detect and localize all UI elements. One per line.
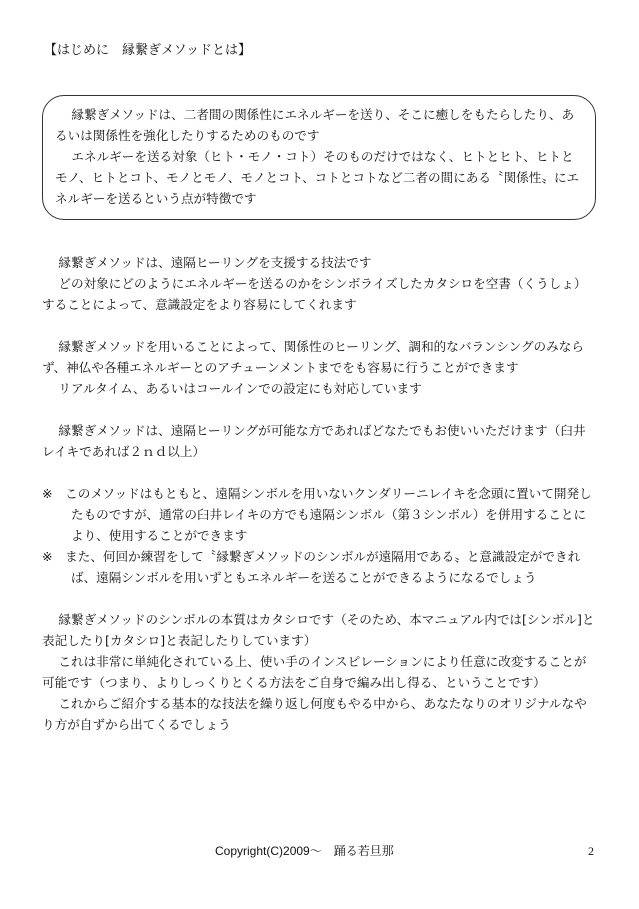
paragraph: これからご紹介する基本的な技法を繰り返し何度もやる中から、あなたなりのオリジナルなやり方が自ずから出てくるでしょう — [42, 696, 587, 732]
section-relationship-healing — [42, 336, 598, 399]
page-number: 2 — [588, 844, 594, 858]
section-requirements — [42, 420, 598, 462]
section-notes — [42, 483, 598, 588]
intro-box — [42, 95, 596, 220]
copyright-text: Copyright(C)2009～ 踊る若旦那 — [215, 844, 394, 858]
section-remote-healing — [42, 252, 598, 315]
paragraph: 縁繋ぎメソッドを用いることによって、関係性のヒーリング、調和的なバランシングのみならず、神仏や各種エネルギーとのアチューンメントまでをも容易に行うことができます — [42, 339, 584, 375]
body-text — [42, 252, 598, 756]
note-item: ※ また、何回か練習をして〝縁繋ぎメソッドのシンボルが遠隔用である〟と意識設定ができれば、遠隔シンボルを用いずともエネルギーを送ることができるようになるでしょう — [42, 549, 581, 585]
paragraph: これは非常に単純化されている上、使い手のインスピレーションにより任意に改変することが可能です（つまり、よりしっくりとくる方法をご自身で編み出し得る、ということです） — [42, 654, 587, 690]
paragraph: 縁繋ぎメソッドは、遠隔ヒーリングを支援する技法です — [58, 255, 372, 270]
paragraph: 縁繋ぎメソッドは、遠隔ヒーリングが可能な方であればどなたでもお使いいただけます（臼井レイキであれば２ｎｄ以上） — [42, 423, 586, 459]
note-item: ※ このメソッドはもともと、遠隔シンボルを用いないクンダリーニレイキを念頭に置いて開発したものですが、通常の臼井レイキの方でも遠隔シンボル（第３シンボル）を併用することにより、使用することができます — [42, 486, 592, 543]
intro-paragraph: 縁繋ぎメソッドは、二者間の関係性にエネルギーを送り、そこに癒しをもたらしたり、あるいは関係性を強化したりするためのものです — [55, 107, 575, 143]
paragraph: 縁繋ぎメソッドのシンボルの本質はカタシロです（そのため、本マニュアル内では[シンボル]と表記したり[カタシロ]と表記したりしています） — [42, 612, 595, 648]
page-heading: 【はじめに 縁繋ぎメソッドとは】 — [44, 43, 251, 58]
section-symbol-essence — [42, 609, 598, 735]
paragraph: リアルタイム、あるいはコールインでの設定にも対応しています — [58, 381, 422, 396]
intro-paragraph: エネルギーを送る対象（ヒト・モノ・コト）そのものだけではなく、ヒトとヒト、ヒトとモノ、ヒトとコト、モノとモノ、モノとコト、コトとコトなど二者の間にある〝関係性〟にエネルギーを送るという点が特徴です — [55, 149, 580, 206]
paragraph: どの対象にどのようにエネルギーを送るのかをシンボライズしたカタシロを空書（くうしょ）することによって、意識設定をより容易にしてくれます — [42, 276, 587, 312]
